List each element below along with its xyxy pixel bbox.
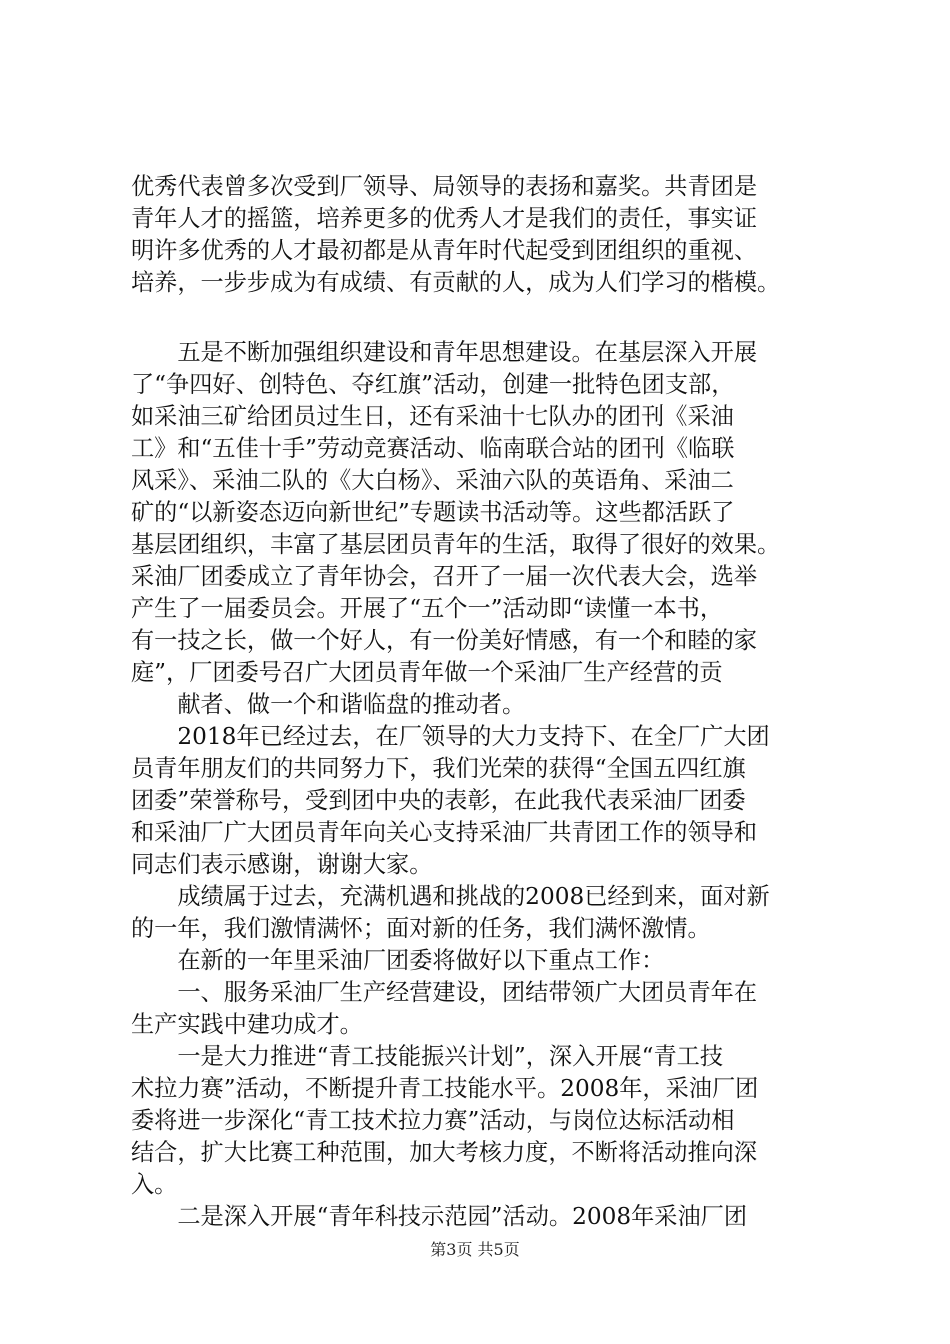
text-line: 采油厂团委成立了青年协会，召开了一届一次代表大会，选举 <box>131 563 758 590</box>
text-line: 有一技之长，做一个好人，有一份美好情感，有一个和睦的家 <box>131 627 758 654</box>
text-line: 产生了一届委员会。开展了“五个一”活动即“读懂一本书， <box>131 595 724 622</box>
text-line: 结合，扩大比赛工种范围，加大考核力度，不断将活动推向深 <box>131 1139 758 1166</box>
text-line: 委将进一步深化“青工技术拉力赛”活动，与岗位达标活动相 <box>131 1107 735 1134</box>
text-line: 入。 <box>131 1171 178 1198</box>
text-line: 工》和“五佳十手”劳动竞赛活动、临南联合站的团刊《临联 <box>131 435 735 462</box>
text-line: 青年人才的摇篮，培养更多的优秀人才是我们的责任，事实证 <box>131 205 758 232</box>
text-line: 优秀代表曾多次受到厂领导、局领导的表扬和嘉奖。共青团是 <box>131 173 758 200</box>
text-line: 团委”荣誉称号，受到团中央的表彰，在此我代表采油厂团委 <box>131 787 746 814</box>
text-line: 庭”，厂团委号召广大团员青年做一个采油厂生产经营的贡 <box>131 659 723 686</box>
text-line: 同志们表示感谢，谢谢大家。 <box>131 851 433 878</box>
text-line: 培养，一步步成为有成绩、有贡献的人，成为人们学习的楷模。 <box>131 269 781 296</box>
text-line: 基层团组织，丰富了基层团员青年的生活，取得了很好的效果。 <box>131 531 781 558</box>
text-line: 成绩属于过去，充满机遇和挑战的2008已经到来，面对新 <box>131 883 770 910</box>
text-line: 五是不断加强组织建设和青年思想建设。在基层深入开展 <box>131 339 758 366</box>
body-text <box>131 171 831 1233</box>
text-line: 生产实践中建功成才。 <box>131 1011 363 1038</box>
text-line: 术拉力赛”活动，不断提升青工技能水平。2008年，采油厂团 <box>131 1075 759 1102</box>
text-line: 风采》、采油二队的《大白杨》、采油六队的英语角、采油二 <box>131 467 734 494</box>
text-line: 在新的一年里采油厂团委将做好以下重点工作： <box>131 947 665 974</box>
paragraph-gap <box>131 299 831 337</box>
text-line: 二是深入开展“青年科技示范园”活动。2008年采油厂团 <box>131 1203 748 1230</box>
text-line: 了“争四好、创特色、夺红旗”活动，创建一批特色团支部， <box>131 371 735 398</box>
page-number-footer: 第3页 共5页 <box>430 1240 520 1259</box>
text-line: 明许多优秀的人才最初都是从青年时代起受到团组织的重视、 <box>131 237 758 264</box>
text-line: 献者、做一个和谐临盘的推动者。 <box>131 691 526 718</box>
text-line: 矿的“以新姿态迈向新世纪”专题读书活动等。这些都活跃了 <box>131 499 735 526</box>
text-line: 一、服务采油厂生产经营建设，团结带领广大团员青年在 <box>131 979 758 1006</box>
text-line: 一是大力推进“青工技能振兴计划”，深入开展“青工技 <box>131 1043 724 1070</box>
text-line: 如采油三矿给团员过生日，还有采油十七队办的团刊《采油 <box>131 403 734 430</box>
text-line: 和采油厂广大团员青年向关心支持采油厂共青团工作的领导和 <box>131 819 758 846</box>
text-line: 2018年已经过去，在厂领导的大力支持下、在全厂广大团 <box>131 723 770 750</box>
text-line: 员青年朋友们的共同努力下，我们光荣的获得“全国五四红旗 <box>131 755 746 782</box>
text-line: 的一年，我们激情满怀；面对新的任务，我们满怀激情。 <box>131 915 711 942</box>
